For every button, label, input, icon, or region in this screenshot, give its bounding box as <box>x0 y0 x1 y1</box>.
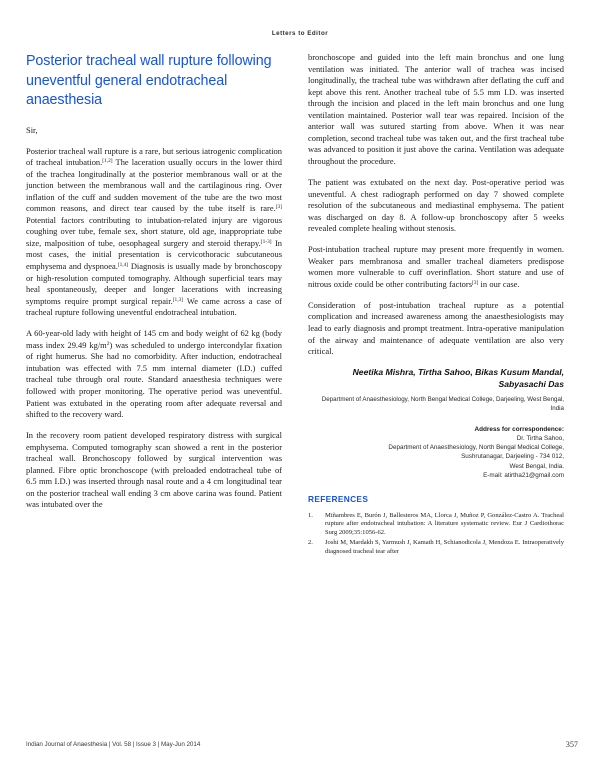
body-paragraph: In the recovery room patient developed respiratory distress with surgical emphysema. Computed tomography scan showed a rent in the posterior tracheal wall. Bronchoscopy followed by surgical intervention was planned. Fibre optic bronchoscope (with preloaded endotracheal tube of 6.5 mm I.D.) was inserted through nasal route and a 4 cm longitudinal tear on the posterior tracheal wall ending 3 cm above carina was found. Patient was intubated over the <box>26 430 282 510</box>
correspondence-line: Dr. Tirtha Sahoo, <box>516 434 564 442</box>
body-paragraph: Posterior tracheal wall rupture is a rare, but serious iatrogenic complication of tracheal intubation.[1,2] The laceration usually occurs in the lower third of the trachea longitudinally at the posterior membranous wall or at the junction between the membranous wall and the cartilaginous ring. Over inflation of the cuff and sudden movement of the tube are the two most common reasons, and direct tear caused by the tube itself is rare.[3] Potential factors contributing to intubation-related injury are vigorous coughing over tube, female sex, short stature, old age, inappropriate tube size, malposition of tube, oesophageal surgery and steroid therapy.[1-3] In most cases, the initial presentation is cervicothoracic subcutaneous emphysema and dyspnoea.[1,4] Diagnosis is usually made by bronchoscopy or high-resolution computed tomography. Although superficial tears may heal spontaneously, deeper and longer lacerations with increasing symptoms require prompt surgical repair.[1,3] We came across a case of tracheal rupture following uneventful endotracheal intubation. <box>26 145 283 318</box>
reference-item <box>308 539 564 556</box>
author-list: Neetika Mishra, Tirtha Sahoo, Bikas Kusum Mandal, Sabyasachi Das <box>352 367 564 389</box>
citation-superscript: [1,3] <box>172 296 184 303</box>
right-column <box>308 52 564 720</box>
two-column-body <box>26 52 578 720</box>
body-paragraph: The patient was extubated on the next day. Post-operative period was uneventful. A chest radiograph performed on day 7 showed complete resolution of the subcutaneous and mediastinal emphysema. The patient was discharged on day 8. A follow-up bronchoscopy after 5 weeks revealed complete healing without stenosis. <box>308 176 564 234</box>
page-title: Posterior tracheal wall rupture following uneventful general endotracheal anaesthesia <box>26 53 272 108</box>
body-paragraph: Consideration of post-intubation tracheal rupture as a potential complication and increased awareness among the anaesthesiologists may lead to early diagnosis and prompt treatment. Intra-operative manipulation of the airway and maintenance of adequate ventilation are also very critical. <box>308 299 564 357</box>
reference-text: Joshi M, Mardakh S, Yarmush J, Kamath H, Schianodicola J, Mendoza E. Intraoperatively diagnosed tracheal tear after <box>325 539 564 555</box>
salutation: Sir, <box>26 124 38 135</box>
reference-text: Miñambres E, Burón J, Ballesteros MA, Llorca J, Muñoz P, González-Castro A. Tracheal rupture after endotracheal intubation: A literature systematic review. Eur J Cardiothorac Surg 2009;35:1056-62. <box>325 511 564 536</box>
right-column-paragraphs <box>308 52 564 358</box>
page-footer <box>26 741 578 753</box>
citation-superscript: [3] <box>275 204 282 211</box>
correspondence-heading: Address for correspondence: <box>474 425 564 433</box>
correspondence-line: Sushrutanagar, Darjeeling - 734 012, <box>461 453 564 461</box>
correspondence-line: E-mail: atirtha21@gmail.com <box>483 472 564 480</box>
page-number: 357 <box>565 740 578 749</box>
citation-superscript: [1,4] <box>117 261 129 268</box>
citation-superscript: [1-3] <box>260 238 272 245</box>
reference-number: 1. <box>308 511 313 519</box>
footer-journal-line: Indian Journal of Anaesthesia | Vol. 58 | Issue 3 | May-Jun 2014 <box>26 741 201 748</box>
reference-item <box>308 512 564 538</box>
citation-superscript: [3] <box>472 279 479 286</box>
body-paragraph: A 60-year-old lady with height of 145 cm and body weight of 62 kg (body mass index 29.49 $kg/m^2$) was scheduled to undergo intercondylar fixation of right humerus. She had no comorbidity. After induction, endotracheal intubation was effected with 7.5 mm internal diameter (I.D.) cuffed tracheal tube through oral route. Standard anaesthesia techniques were followed with proper monitoring. The operative period was uneventful. Patient was extubated in the operating room after adequate reversal and shifted to the recovery ward. <box>26 328 282 420</box>
correspondence-line: Department of Anaesthesiology, North Bengal Medical College, <box>388 443 564 451</box>
citation-superscript: [1,2] <box>102 157 113 164</box>
correspondence-line: West Bengal, India. <box>509 462 564 470</box>
left-column-paragraphs <box>26 146 282 511</box>
references-heading: REFERENCES <box>308 493 369 504</box>
reference-list <box>308 512 564 557</box>
reference-number: 2. <box>308 539 313 547</box>
left-column <box>26 52 282 720</box>
citation-superscript: 2 <box>106 340 110 347</box>
author-affiliation: Department of Anaesthesiology, North Bengal Medical College, Darjeeling, West Bengal, India <box>321 395 564 413</box>
body-paragraph: Post-intubation tracheal rupture may present more frequently in women. Weaker pars membranosa and smaller tracheal diameters predispose women more vulnerable to cuff overinflation. Short stature and use of nitrous oxide could be other contributing factors[3] in our case. <box>308 244 564 289</box>
running-head: Letters to Editor <box>271 30 329 37</box>
body-paragraph: bronchoscope and guided into the left main bronchus and one lung ventilation was initiated. The anterior wall of trachea was incised longitudinally, the tracheal tube was withdrawn after deflating the cuff and kept above this rent. Another tracheal tube of 5.5 mm I.D. was inserted through the incision and placed in the left main bronchus and one lung ventilation maintained. Posterior wall tear was repaired. Incision of the anterior wall was sutured starting from above. When it was near completion, second tracheal tube was taken out, and the first tracheal tube was advanced to position it just above the carina. Ventilation was adequate throughout the procedure. <box>308 52 564 166</box>
correspondence-address <box>308 434 564 481</box>
